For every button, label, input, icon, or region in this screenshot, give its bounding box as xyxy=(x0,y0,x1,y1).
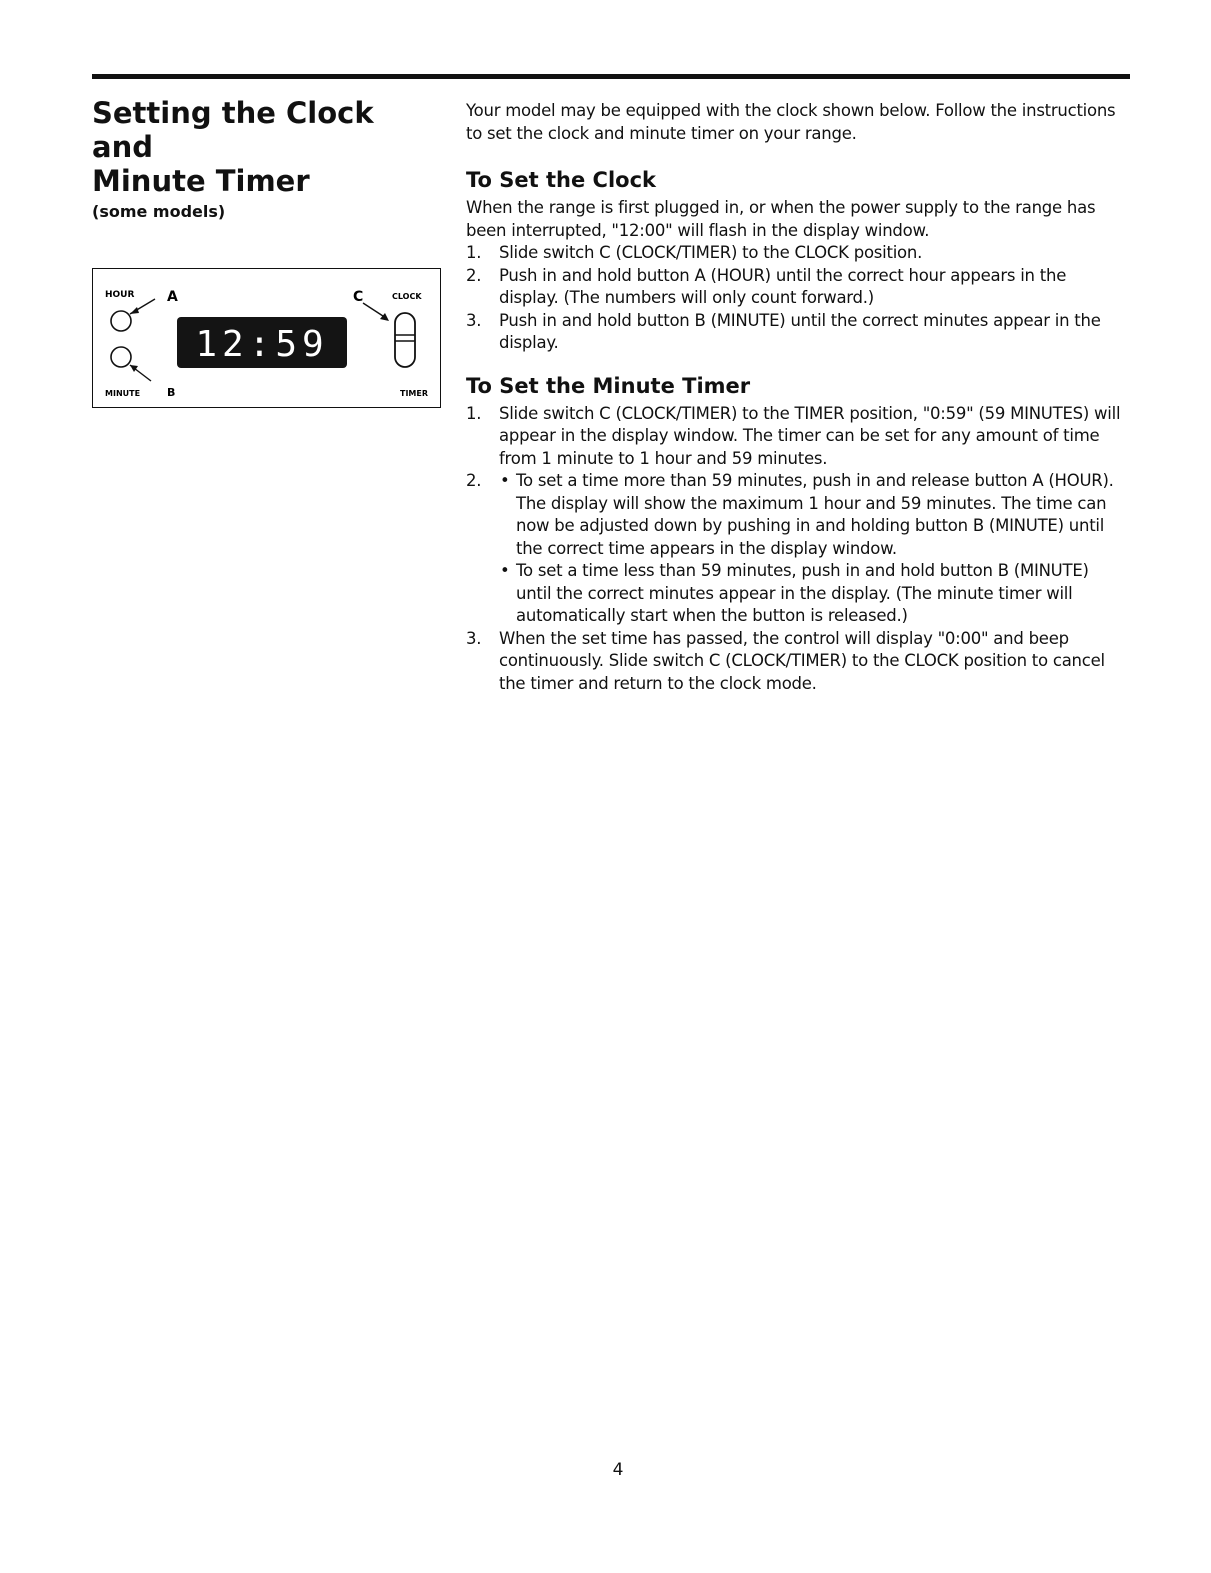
instructions-column xyxy=(466,100,1126,695)
step-number: 1. xyxy=(466,403,482,423)
step-text: Slide switch C (CLOCK/TIMER) to the CLOCK position. xyxy=(499,243,923,262)
page-subtitle: (some models) xyxy=(92,202,226,221)
title-block xyxy=(92,96,437,222)
step-number: 1. xyxy=(466,243,482,262)
led-display-digits: 12:59 xyxy=(195,324,329,365)
set-clock-heading: To Set the Clock xyxy=(466,168,656,192)
set-clock-steps xyxy=(466,242,1126,355)
bullet-item: • To set a time less than 59 minutes, push in and hold button B (MINUTE) until the correct minutes appear in the display. (The minute timer will automatically start when the button is released.) xyxy=(499,560,1126,628)
set-clock-step xyxy=(466,242,1126,265)
step-text: Push in and hold button A (HOUR) until the correct hour appears in the display. (The numbers will only count forward.) xyxy=(499,265,1067,307)
step-number: 3. xyxy=(466,310,482,330)
button-a-label: A xyxy=(167,289,178,305)
set-timer-step xyxy=(466,628,1126,696)
set-timer-steps xyxy=(466,403,1126,696)
clock-control-figure xyxy=(92,268,441,408)
step-number: 3. xyxy=(466,628,482,648)
top-rule xyxy=(92,74,1130,79)
intro-paragraph: Your model may be equipped with the clock shown below. Follow the instructions to set the clock and minute timer on your range. xyxy=(466,101,1116,143)
title-line-1: Setting the Clock and xyxy=(92,96,374,164)
slide-switch-icon xyxy=(395,313,415,367)
set-clock-step xyxy=(466,265,1126,310)
hour-label: HOUR xyxy=(105,290,135,300)
step-text: Slide switch C (CLOCK/TIMER) to the TIMER position, "0:59" (59 MINUTES) will appear in the display window. The timer can be set for any amount of time from 1 minute to 1 hour and 59 minutes. xyxy=(499,403,1121,468)
step-text: Push in and hold button B (MINUTE) until the correct minutes appear in the display. xyxy=(499,310,1101,352)
minute-button-icon xyxy=(111,347,131,367)
set-timer-step xyxy=(466,470,1126,628)
step-number: 2. xyxy=(466,265,482,285)
set-clock-step xyxy=(466,310,1126,355)
page-title xyxy=(92,96,437,198)
step-number: 2. xyxy=(466,471,482,490)
set-timer-bullets xyxy=(499,470,1126,628)
hour-pointer-arrowhead xyxy=(130,307,139,314)
bullet-item: • To set a time more than 59 minutes, push in and release button A (HOUR). The display will show the maximum 1 hour and 59 minutes. The time can now be adjusted down by pushing in and holding button B (MINUTE) until the correct time appears in the display window. xyxy=(499,470,1126,560)
hour-button-icon xyxy=(111,311,131,331)
minute-label: MINUTE xyxy=(105,389,141,398)
step-text: When the set time has passed, the control will display "0:00" and beep continuously. Slide switch C (CLOCK/TIMER) to the CLOCK position to cancel the timer and return to the clock mode. xyxy=(499,628,1105,693)
clock-label: CLOCK xyxy=(392,292,422,301)
title-line-2: Minute Timer xyxy=(92,164,310,198)
set-clock-paragraph: When the range is first plugged in, or when the power supply to the range has been interrupted, "12:00" will flash in the display window. xyxy=(466,198,1096,240)
page-number: 4 xyxy=(612,1460,624,1480)
clock-control-illustration xyxy=(93,269,442,409)
timer-label: TIMER xyxy=(400,389,429,398)
set-timer-step xyxy=(466,403,1126,471)
button-b-label: B xyxy=(167,386,176,399)
switch-pointer-line xyxy=(363,303,386,318)
set-timer-heading: To Set the Minute Timer xyxy=(466,373,751,398)
switch-c-label: C xyxy=(353,289,364,305)
